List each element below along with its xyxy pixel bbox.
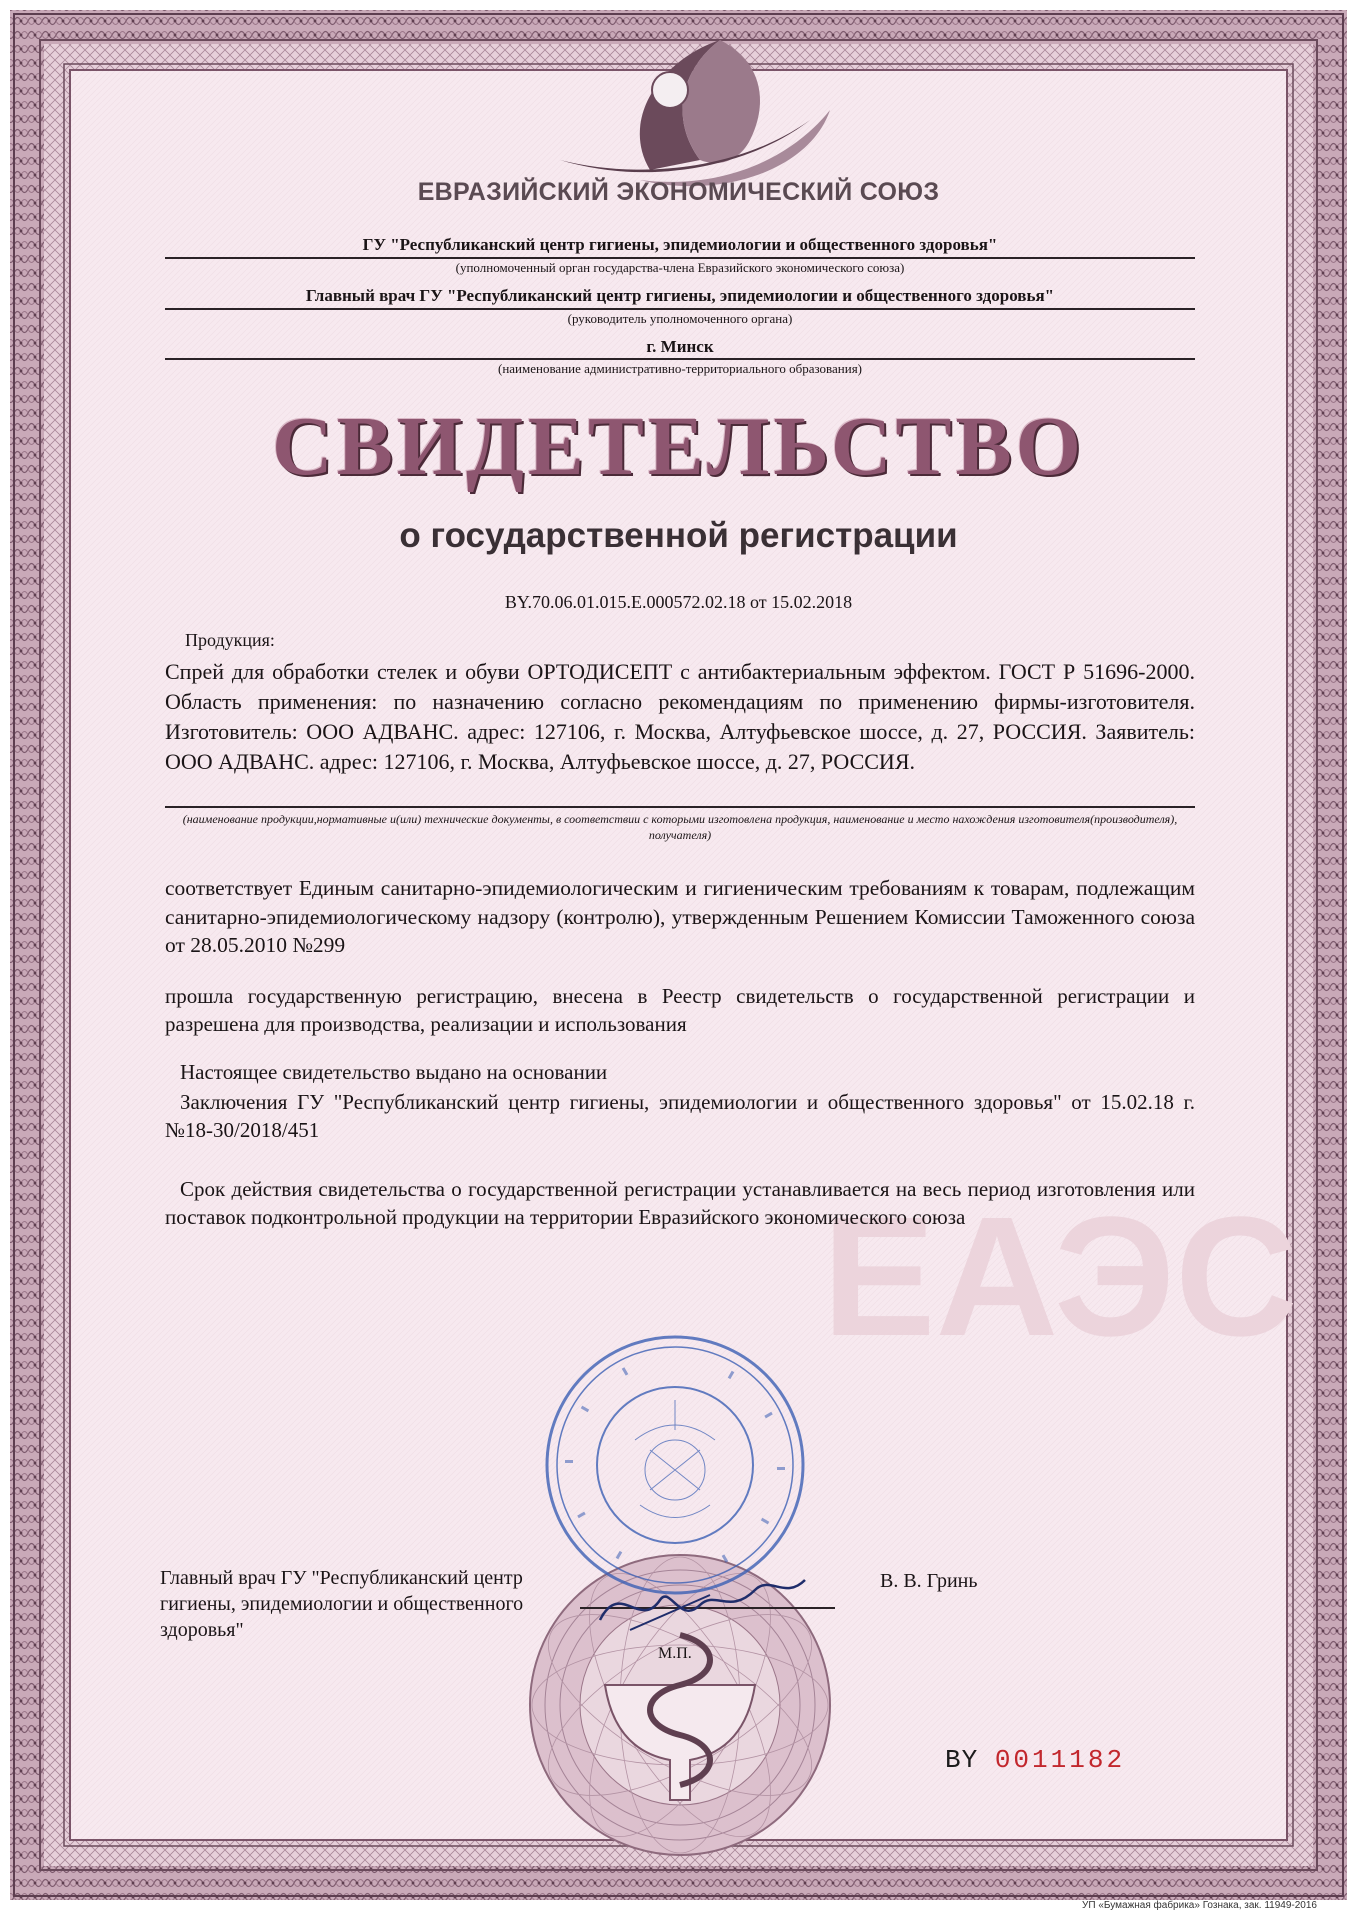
document-title: СВИДЕТЕЛЬСТВО	[272, 400, 1085, 493]
city-name: г. Минск	[646, 337, 714, 356]
signatory-name: В. В. Гринь	[880, 1570, 978, 1592]
basis-text: Заключения ГУ "Республиканский центр гигиены, эпидемиологии и общественного здоровья" от 15.02.18 г. №18-30/2018/451	[165, 1090, 1195, 1142]
authority-rule	[165, 257, 1195, 259]
basis-intro: Настоящее свидетельство выдано на основании	[180, 1060, 608, 1084]
product-description: Спрей для обработки стелек и обуви ОРТОДИСЕПТ с антибактериальным эффектом. ГОСТ Р 51696-2000. Область применения: по назначению согласно рекомендациям по применению фирмы-изготовителя. Изготовитель: ООО АДВАНС. адрес: 127106, г. Москва, Алтуфьевское шоссе, д. 27, РОССИЯ. Заявитель: ООО АДВАНС. адрес: 127106, г. Москва, Алтуфьевское шоссе, д. 27, РОССИЯ.	[165, 659, 1195, 774]
stamp-place-label: М.П.	[658, 1645, 692, 1662]
form-number-prefix: BY	[945, 1745, 979, 1775]
registration-status: прошла государственную регистрацию, внесена в Реестр свидетельств о государственной регистрации и разрешена для производства, реализации и использования	[165, 984, 1195, 1036]
head-of-authority: Главный врач ГУ "Республиканский центр гигиены, эпидемиологии и общественного здоровья"	[305, 286, 1055, 305]
form-number	[945, 1745, 1125, 1775]
product-caption: (наименование продукции,нормативные и(или) технические документы, в соответствии с которыми изготовлена продукция, наименование и место нахождения изготовителя(производителя), получателя)	[182, 812, 1178, 842]
head-caption: (руководитель уполномоченного органа)	[567, 311, 793, 326]
registration-number: BY.70.06.01.015.E.000572.02.18 от 15.02.2018	[504, 592, 853, 612]
document-subtitle: о государственной регистрации	[399, 516, 958, 555]
product-label: Продукция:	[185, 630, 275, 650]
city-caption: (наименование административно-территориального образования)	[497, 361, 863, 376]
city-rule	[165, 358, 1195, 360]
product-rule	[165, 806, 1195, 808]
handwritten-signature	[590, 1560, 820, 1640]
printer-note: УП «Бумажная фабрика» Гознака, зак. 11949-2016	[1082, 1900, 1317, 1911]
form-number-digits: 0011182	[994, 1745, 1126, 1775]
validity-text: Срок действия свидетельства о государственной регистрации устанавливается на весь период изготовления или поставок подконтрольной продукции на территории Евразийского экономического союза	[165, 1177, 1195, 1229]
watermark-text: ЕАЭС	[822, 1182, 1298, 1372]
signatory-position: Главный врач ГУ "Республиканский центр гигиены, эпидемиологии и общественного здоровья"	[160, 1567, 524, 1641]
authority-name: ГУ "Республиканский центр гигиены, эпидемиологии и общественного здоровья"	[362, 235, 998, 254]
compliance-text: соответствует Единым санитарно-эпидемиологическим и гигиеническим требованиям к товарам, подлежащим санитарно-эпидемиологическому надзору (контролю), утвержденным Решением Комиссии Таможенного союза от 28.05.2010 №299	[165, 876, 1195, 957]
union-title: ЕВРАЗИЙСКИЙ ЭКОНОМИЧЕСКИЙ СОЮЗ	[417, 178, 940, 206]
authority-caption: (уполномоченный орган государства-члена Евразийского экономического союза)	[455, 260, 905, 275]
head-rule	[165, 308, 1195, 310]
